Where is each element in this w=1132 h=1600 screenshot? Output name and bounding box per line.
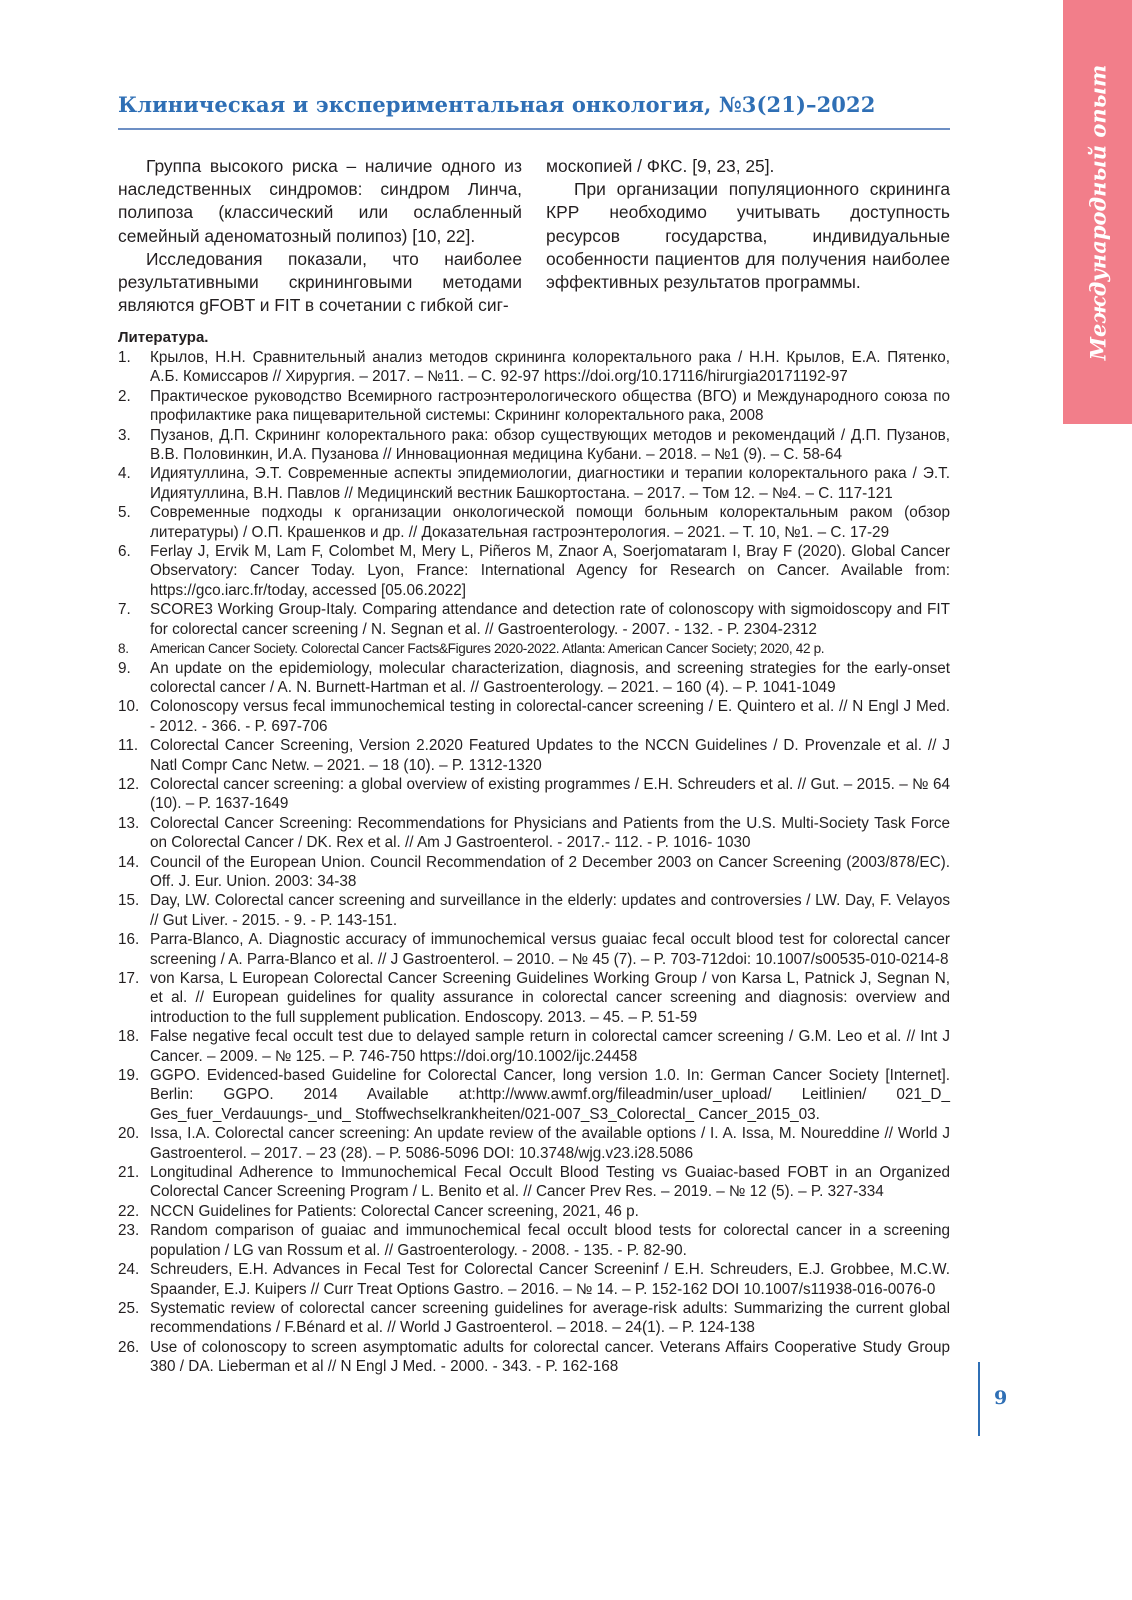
reference-item — [118, 348, 950, 387]
reference-text: Parra-Blanco, A. Diagnostic accuracy of immunochemical versus guaiac fecal occult blood test for colorectal cancer screening / A. Parra-Blanco et al. // J Gastroenterol. – 2010. – № 45 (7). – P. 703-712doi: 10.1007/s00535-010-0214-8 — [150, 931, 950, 968]
reference-text: Council of the European Union. Council Recommendation of 2 December 2003 on Cancer Screening (2003/878/EC). Off. J. Eur. Union. 2003: 34-38 — [150, 853, 950, 890]
reference-text: American Cancer Society. Colorectal Cancer Facts&Figures 2020-2022. Atlanta: American Cancer Society; 2020, 42 p. — [150, 641, 825, 657]
reference-item — [118, 736, 950, 775]
reference-number: 20. — [118, 1125, 140, 1143]
reference-number: 13. — [118, 814, 140, 832]
reference-item — [118, 1299, 950, 1338]
reference-item — [118, 1163, 950, 1202]
reference-text: An update on the epidemiology, molecular characterization, diagnosis, and screening strategies for the early-onset colorectal cancer / A. N. Burnett-Hartman et al. // Gastroenterology. – 2021. – 160 (4). – P. 1041-1049 — [150, 659, 950, 696]
reference-text: GGPO. Evidenced-based Guideline for Colorectal Cancer, long version 1.0. In: German Cancer Society [Internet]. Berlin: GGPO. 2014 Available at:http://www.awmf.org/fileadmin/user_upload/ Leitlinien/ 021_D_ Ges_fuer_Verdauungs-_und_ Stoffwechselkrankheiten/021-007_S3_Colorectal_ Cancer_2015_03. — [150, 1067, 950, 1123]
body-column-right — [546, 155, 950, 294]
reference-item — [118, 600, 950, 639]
reference-number: 10. — [118, 698, 140, 716]
reference-number: 17. — [118, 970, 140, 987]
reference-number: 12. — [118, 775, 140, 793]
reference-number: 5. — [118, 504, 131, 522]
reference-number: 8. — [118, 641, 129, 657]
reference-text: Крылов, Н.Н. Сравнительный анализ методов скрининга колоректального рака / Н.Н. Крылов, Е.А. Пятенко, А.Б. Комиссаров // Хирургия. – 2017. – №11. – С. 92-97 https://doi.org/10.17116/hirurgia20171192-97 — [150, 349, 950, 386]
reference-item — [118, 1338, 950, 1377]
reference-text: Ferlay J, Ervik M, Lam F, Colombet M, Mery L, Piñeros M, Znaor A, Soerjomataram I, Bray F (2020). Global Cancer Observatory: Cancer Today. Lyon, France: International Agency for Research on Cancer. Available from: https://gco.iarc.fr/today, accessed [05.06.2022] — [150, 543, 950, 599]
reference-number: 7. — [118, 601, 131, 619]
page-number-rule — [978, 1362, 980, 1436]
reference-text: SCORE3 Working Group-Italy. Comparing attendance and detection rate of colonoscopy with sigmoidoscopy and FIT for colorectal cancer screening / N. Segnan et al. // Gastroenterology. - 2007. - 132. - P. 2304-2312 — [150, 601, 950, 638]
references-heading: Литература. — [118, 329, 209, 346]
reference-item — [118, 1124, 950, 1163]
reference-number: 14. — [118, 853, 140, 871]
reference-text: Systematic review of colorectal cancer screening guidelines for average-risk adults: Summarizing the current global recommendations / F.Bénard et al. // World J Gastroenterol. – 2018. – 24(1). – P. 124-138 — [150, 1299, 950, 1337]
reference-number: 4. — [118, 465, 131, 483]
reference-text: Use of colonoscopy to screen asymptomatic adults for colorectal cancer. Veterans Affairs Cooperative Study Group 380 / DA. Lieberman et al // N Engl J Med. - 2000. - 343. - P. 162-168 — [150, 1338, 950, 1376]
reference-item — [118, 659, 950, 698]
section-name: Международный опыт — [1085, 64, 1110, 360]
reference-number: 25. — [118, 1299, 140, 1317]
reference-item — [118, 775, 950, 814]
reference-text: Day, LW. Colorectal cancer screening and surveillance in the elderly: updates and controversies / LW. Day, F. Velayos // Gut Liver. - 2015. - 9. - P. 143-151. — [150, 892, 950, 929]
reference-text: Issa, I.A. Colorectal cancer screening: An update review of the available options / I. A. Issa, M. Noureddine // World J Gastroenterol. – 2017. – 23 (28). – P. 5086-5096 DOI: 10.3748/wjg.v23.i28.5086 — [150, 1125, 950, 1162]
reference-item — [118, 464, 950, 503]
reference-item — [118, 426, 950, 465]
reference-number: 11. — [118, 737, 139, 755]
reference-item — [118, 1221, 950, 1260]
reference-text: Random comparison of guaiac and immunochemical fecal occult blood tests for colorectal cancer in a screening population / LG van Rossum et al. // Gastroenterology. - 2008. - 135. - P. 82-90. — [150, 1222, 950, 1259]
reference-number: 24. — [118, 1261, 140, 1279]
reference-number: 23. — [118, 1222, 140, 1240]
reference-number: 1. — [118, 349, 131, 366]
reference-text: Longitudinal Adherence to Immunochemical Fecal Occult Blood Testing vs Guaiac-based FOBT in an Organized Colorectal Cancer Screening Program / L. Benito et al. // Cancer Prev Res. – 2019. – № 12 (5). – P. 327-334 — [150, 1164, 950, 1201]
reference-item — [118, 503, 950, 542]
journal-title: Клиническая и экспериментальная онкология, №3(21)–2022 — [118, 92, 876, 117]
body-paragraph: Группа высокого риска – наличие одного из наследственных синдромов: синдром Линча, полипоза (классический или ослабленный семейный аденоматозный полипоз) [10, 22]. — [118, 156, 522, 246]
reference-number: 6. — [118, 543, 131, 561]
reference-text: Пузанов, Д.П. Скрининг колоректального рака: обзор существующих методов и рекомендаций / Д.П. Пузанов, В.В. Половинкин, И.А. Пузанова // Инновационная медицина Кубани. – 2018. – №1 (9). – С. 58-64 — [150, 426, 950, 464]
reference-number: 3. — [118, 426, 131, 444]
reference-number: 26. — [118, 1338, 140, 1356]
header-divider — [118, 128, 950, 130]
reference-number: 18. — [118, 1028, 140, 1046]
reference-number: 15. — [118, 892, 140, 910]
reference-item — [118, 969, 950, 1027]
reference-number: 22. — [118, 1202, 140, 1220]
reference-text: Colorectal Cancer Screening, Version 2.2020 Featured Updates to the NCCN Guidelines / D. Provenzale et al. // J Natl Compr Canc Netw. – 2021. – 18 (10). – P. 1312-1320 — [150, 737, 950, 774]
reference-text: Идиятуллина, Э.Т. Современные аспекты эпидемиологии, диагностики и терапии колоректального рака / Э.Т. Идиятуллина, В.Н. Павлов // Медицинский вестник Башкортостана. – 2017. – Том 12. – №4. – С. 117-121 — [150, 465, 950, 502]
reference-item — [118, 697, 950, 736]
reference-number: 9. — [118, 659, 131, 677]
reference-text: NCCN Guidelines for Patients: Colorectal Cancer screening, 2021, 46 p. — [150, 1202, 639, 1220]
reference-number: 19. — [118, 1067, 140, 1085]
body-column-left — [118, 155, 522, 317]
reference-item — [118, 814, 950, 853]
section-side-tab-label — [1063, 0, 1132, 424]
reference-text: Colonoscopy versus fecal immunochemical testing in colorectal-cancer screening / E. Quintero et al. // N Engl J Med. - 2012. - 366. - P. 697-706 — [150, 698, 950, 735]
reference-item — [118, 1066, 950, 1124]
reference-text: von Karsa, L European Colorectal Cancer Screening Guidelines Working Group / von Karsa L, Patnick J, Segnan N, et al. // European guidelines for quality assurance in colorectal cancer screening and diagnosis: overview and introduction to the full supplement publication. Endoscopy. 2013. – 45. – P. 51-59 — [150, 970, 950, 1026]
reference-text: Практическое руководство Всемирного гастроэнтерологического общества (ВГО) и Международного союза по профилактике рака пищеварительной системы: Скрининг колоректального рака, 2008 — [150, 387, 950, 425]
reference-item — [118, 542, 950, 600]
reference-item — [118, 930, 950, 969]
reference-item — [118, 853, 950, 892]
reference-item — [118, 387, 950, 426]
body-paragraph: При организации популяционного скрининга КРР необходимо учитывать доступность ресурсов государства, индивидуальные особенности пациентов для получения наиболее эффективных результатов программы. — [546, 179, 950, 293]
reference-item — [118, 1202, 950, 1221]
reference-text: Colorectal cancer screening: a global overview of existing programmes / E.H. Schreuders et al. // Gut. – 2015. – № 64 (10). – P. 1637-1649 — [150, 775, 950, 813]
reference-number: 16. — [118, 931, 140, 949]
reference-item — [118, 1027, 950, 1066]
reference-number: 2. — [118, 387, 131, 405]
reference-item — [118, 639, 950, 658]
reference-text: Современные подходы к организации онкологической помощи больным колоректальным раком (обзор литературы) / О.П. Крашенков и др. // Доказательная гастроэнтерология. – 2021. – Т. 10, №1. – С. 17-29 — [150, 504, 950, 541]
reference-text: False negative fecal occult test due to delayed sample return in colorectal camcer screening / G.M. Leo et al. // Int J Cancer. – 2009. – № 125. – P. 746-750 https://doi.org/10.1002/ijc.24458 — [150, 1028, 950, 1065]
reference-item — [118, 1260, 950, 1299]
reference-text: Colorectal Cancer Screening: Recommendations for Physicians and Patients from the U.S. Multi-Society Task Force on Colorectal Cancer / DK. Rex et al. // Am J Gastroenterol. - 2017.- 112. - P. 1016- 1030 — [150, 814, 950, 852]
reference-text: Schreuders, E.H. Advances in Fecal Test for Colorectal Cancer Screeninf / E.H. Schreuders, E.J. Grobbee, M.C.W. Spaander, E.J. Kuipers // Curr Treat Options Gastro. – 2016. – № 14. – P. 152-162 DOI 10.1007/s11938-016-0076-0 — [150, 1261, 950, 1298]
reference-number: 21. — [118, 1164, 140, 1182]
reference-item — [118, 891, 950, 930]
body-paragraph-continuation: москопией / ФКС. [9, 23, 25]. — [546, 156, 775, 176]
body-paragraph: Исследования показали, что наиболее результативными скрининговыми методами являются gFOBT и FIT в сочетании с гибкой сиг- — [118, 248, 522, 316]
references-list — [118, 348, 950, 1377]
page-number: 9 — [994, 1387, 1008, 1409]
